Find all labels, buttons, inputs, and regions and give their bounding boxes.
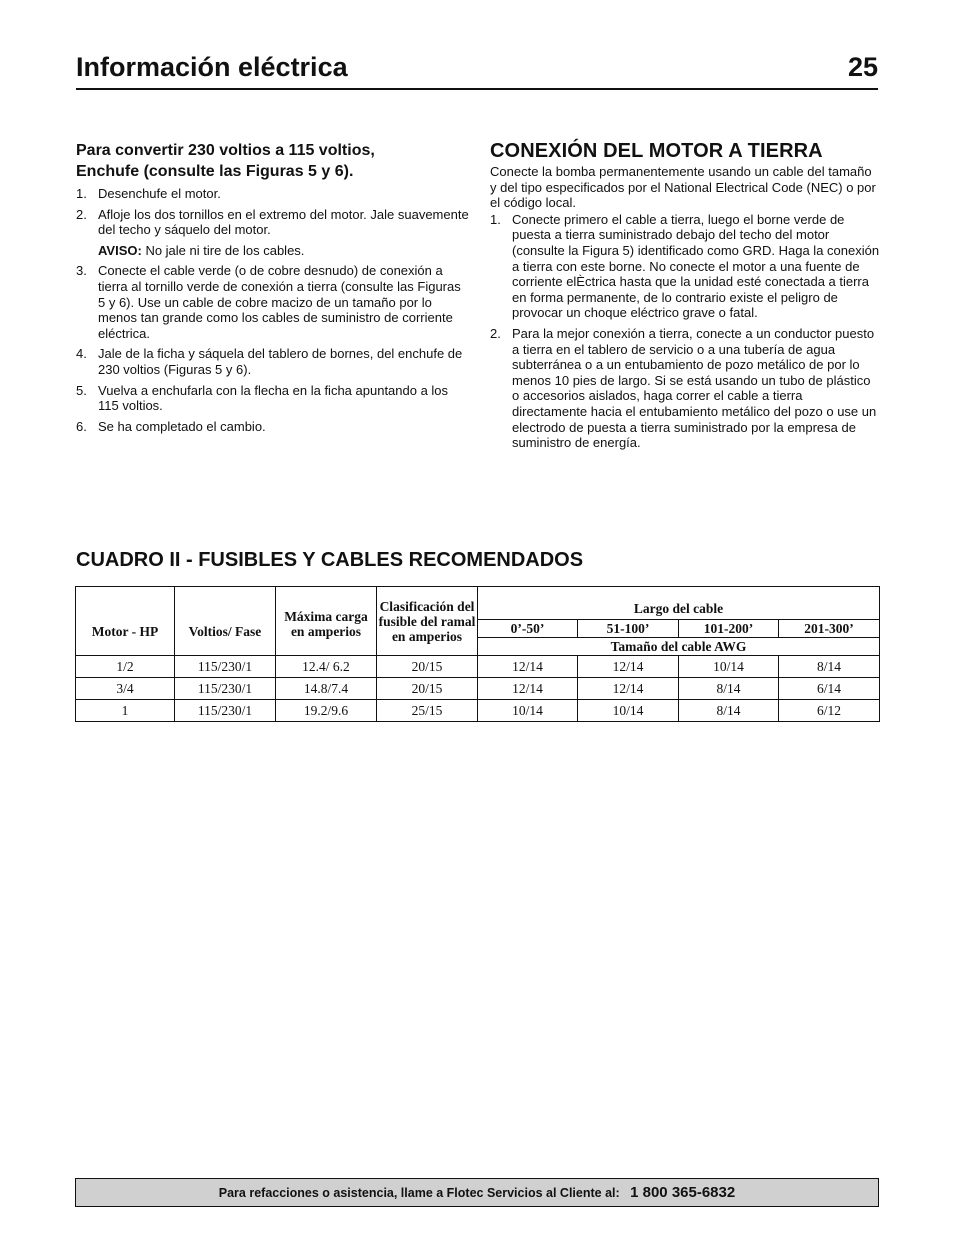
step-number: 6. — [76, 418, 87, 434]
conversion-section — [76, 140, 470, 439]
list-item — [490, 326, 880, 451]
header-maxima: Máxima carga en amperios — [276, 587, 377, 656]
table-cell: 115/230/1 — [175, 700, 276, 722]
conversion-heading-line1: Para convertir 230 voltios a 115 voltios, — [76, 142, 375, 159]
step-number: 4. — [76, 346, 87, 362]
grounding-heading: CONEXIÓN DEL MOTOR A TIERRA — [490, 140, 823, 162]
table-cell: 19.2/9.6 — [276, 700, 377, 722]
step-number: 3. — [76, 263, 87, 279]
step-text: Se ha completado el cambio. — [98, 418, 266, 434]
page-header — [76, 50, 878, 90]
conversion-steps-continued — [76, 263, 470, 434]
list-item — [76, 419, 470, 435]
step-number: 5. — [76, 382, 87, 398]
aviso-note — [76, 243, 470, 259]
step-text: Conecte primero el cable a tierra, luego el borne verde de puesta a tierra suministrado debajo del techo del motor (consulte la Figura 5) identificado como GRD. Haga la conexión a tierra con este borne. No conecte el motor a una fuente de corriente elÈctrica hasta que la unidad esté conectada a tierra en forma permanente, de lo contrario existe el peligro de provocar un choque eléctrico grave o fatal. — [512, 211, 880, 321]
header-motor: Motor - HP — [76, 587, 175, 656]
grounding-section — [490, 140, 880, 456]
page-number: 25 — [847, 52, 878, 82]
aviso-label: AVISO: — [98, 242, 142, 258]
table-cell: 115/230/1 — [175, 678, 276, 700]
table-cell: 1 — [76, 700, 175, 722]
header-length-2: 101-200’ — [679, 620, 779, 638]
table-cell: 1/2 — [76, 656, 175, 678]
footer-phone: 1 800 365-6832 — [630, 1184, 736, 1201]
step-text: Para la mejor conexión a tierra, conecte a un conductor puesto a tierra en el tablero de servicio o a una tubería de agua subterránea o a un entubamiento de pozo metálico de por lo menos 10 pies de largo. Si se está usando un tubo de plástico o accesorios aislados, haga correr el cable a tierra directamente hacia el entubamiento metálico del pozo o use un electrodo de puesta a tierra suministrado por la empresa de suministro de energía. — [512, 325, 877, 451]
step-number: 2. — [76, 206, 87, 222]
table-cell: 20/15 — [377, 678, 478, 700]
page-title: Información eléctrica — [76, 52, 348, 82]
table-cell: 6/12 — [779, 700, 880, 722]
step-text: Afloje los dos tornillos en el extremo del motor. Jale suavemente del techo y sáquelo del motor. — [98, 206, 469, 238]
header-length-0: 0’-50’ — [478, 620, 578, 638]
table-cell: 8/14 — [779, 656, 880, 678]
header-largo: Largo del cable — [478, 587, 880, 620]
footer-text: Para refacciones o asistencia, llame a Flotec Servicios al Cliente al: — [218, 1186, 620, 1200]
table-cell: 14.8/7.4 — [276, 678, 377, 700]
header-awg: Tamaño del cable AWG — [478, 638, 880, 656]
table-cell: 3/4 — [76, 678, 175, 700]
footer-bar — [75, 1178, 879, 1207]
conversion-heading — [76, 140, 470, 182]
table-cell: 10/14 — [578, 700, 679, 722]
table-cell: 10/14 — [679, 656, 779, 678]
grounding-steps — [490, 212, 880, 451]
table-cell: 20/15 — [377, 656, 478, 678]
list-item — [76, 346, 470, 377]
grounding-intro: Conecte la bomba permanentemente usando un cable del tamaño y del tipo especificados por el National Electrical Code (NEC) o por el código local. — [490, 164, 876, 211]
step-text: Vuelva a enchufarla con la flecha en la ficha apuntando a los 115 voltios. — [98, 382, 449, 414]
table-row — [76, 700, 880, 722]
step-text: Jale de la ficha y sáquela del tablero de bornes, del enchufe de 230 voltios (Figuras 5 y 6). — [98, 346, 463, 377]
table-cell: 12/14 — [478, 678, 578, 700]
table-cell: 12/14 — [478, 656, 578, 678]
header-length-3: 201-300’ — [779, 620, 880, 638]
table-cell: 115/230/1 — [175, 656, 276, 678]
table-cell: 12/14 — [578, 678, 679, 700]
fuse-cable-table — [75, 586, 879, 722]
list-item — [76, 186, 470, 202]
conversion-heading-line2: Enchufe (consulte las Figuras 5 y 6). — [76, 163, 354, 180]
table-cell: 10/14 — [478, 700, 578, 722]
table-cell: 12/14 — [578, 656, 679, 678]
list-item — [490, 212, 880, 321]
list-item — [76, 263, 470, 341]
header-fusible: Clasificación del fusible del ramal en amperios — [377, 587, 478, 656]
header-length-1: 51-100’ — [578, 620, 679, 638]
conversion-steps — [76, 186, 470, 238]
table-cell: 25/15 — [377, 700, 478, 722]
step-number: 1. — [490, 211, 501, 227]
table-cell: 6/14 — [779, 678, 880, 700]
step-text: Conecte el cable verde (o de cobre desnudo) de conexión a tierra al tornillo verde de conexión a tierra (consulte las Figuras 5 y 6). Use un cable de cobre macizo de un tamaño por lo menos tan grande como los cables de suministro de corriente eléctrica. — [98, 263, 461, 341]
list-item — [76, 383, 470, 414]
header-voltios: Voltios/ Fase — [175, 587, 276, 656]
step-number: 1. — [76, 186, 87, 201]
aviso-text: No jale ni tire de los cables. — [141, 242, 305, 258]
table-cell: 12.4/ 6.2 — [276, 656, 377, 678]
table-row — [76, 656, 880, 678]
table-cell: 8/14 — [679, 700, 779, 722]
table-cell: 8/14 — [679, 678, 779, 700]
table-title: CUADRO II - FUSIBLES Y CABLES RECOMENDADOS — [76, 549, 584, 571]
list-item — [76, 207, 470, 238]
table-row — [76, 678, 880, 700]
step-number: 2. — [490, 325, 501, 341]
step-text: Desenchufe el motor. — [98, 186, 221, 201]
